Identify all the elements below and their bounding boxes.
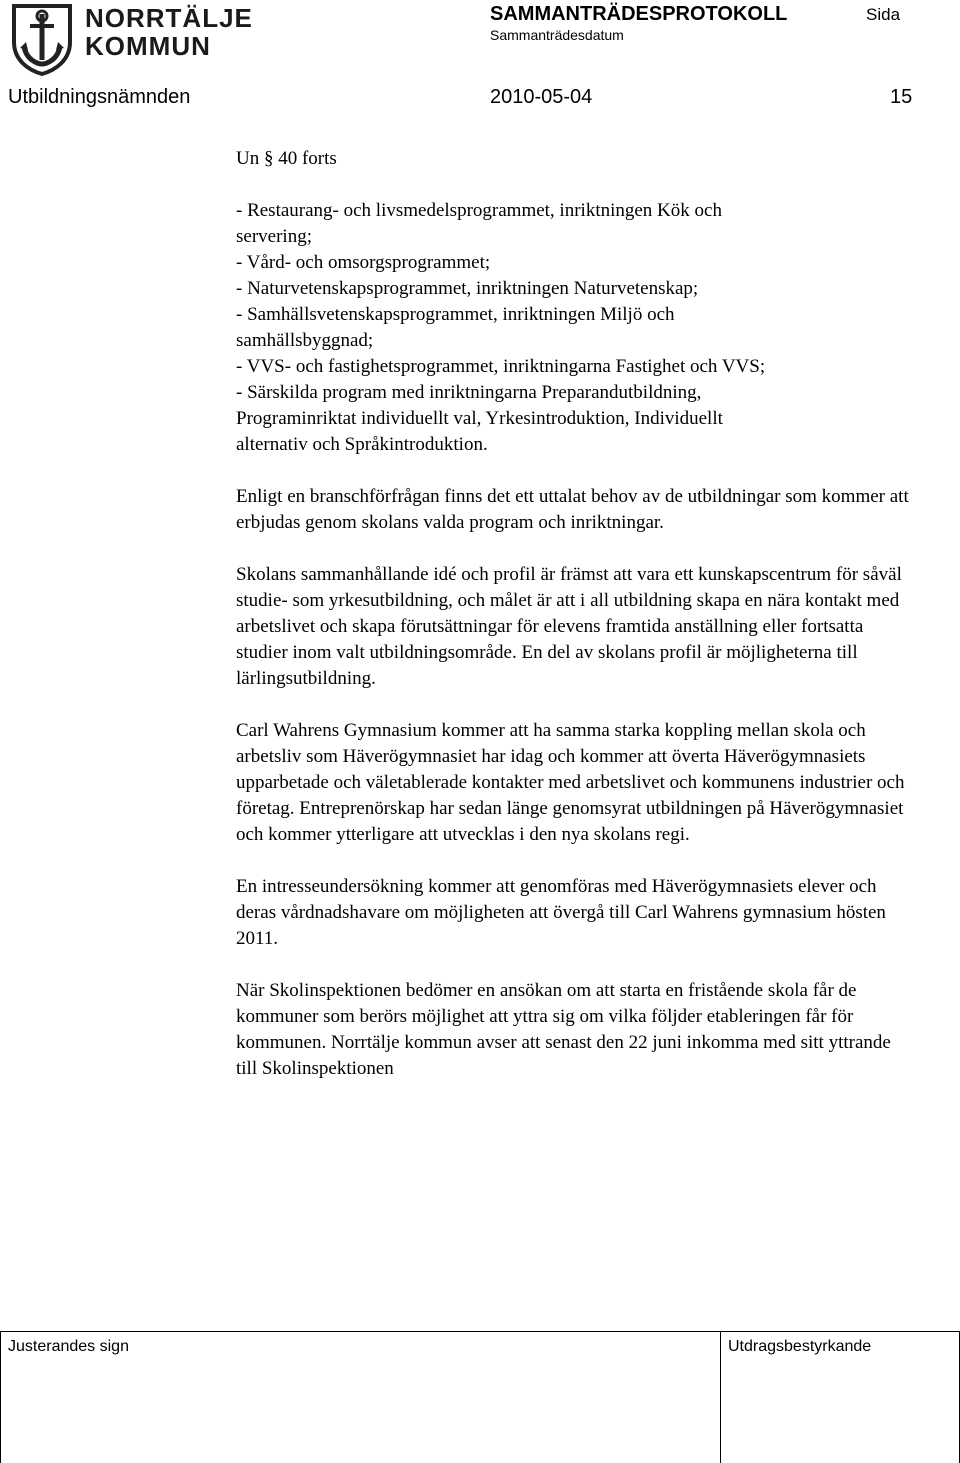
paragraph: När Skolinspektionen bedömer en ansökan om att starta en fristående skola får de kommuner som berörs möjlighet att yttra sig om vilka följder etableringen får för kommunen. Norrtälje kommun avser att senast den 22 juni inkomma med sitt yttrande till Skolinspektionen [236,980,891,1079]
footer-divider [0,1331,960,1332]
paragraph: En intresseundersökning kommer att genomföras med Häverögymnasiets elever och deras vårdnadshavare om möjligheten att övergå till Carl Wahrens gymnasium hösten 2011. [236,876,886,949]
page-number: 15 [890,86,913,108]
list-line: - Restaurang- och livsmedelsprogrammet, inriktningen Kök och [236,200,722,221]
list-line: - Naturvetenskapsprogrammet, inriktningen Naturvetenskap; [236,278,699,299]
list-line: - Vård- och omsorgsprogrammet; [236,252,491,273]
municipality-crest-logo [8,2,76,76]
list-line: samhällsbyggnad; [236,330,374,351]
program-list [236,198,916,458]
document-body [236,146,916,1108]
list-line: - Samhällsvetenskapsprogrammet, inriktningen Miljö och [236,304,675,325]
paragraph: Enligt en branschförfrågan finns det ett uttalat behov av de utbildningar som kommer att erbjudas genom skolans valda program och inriktningar. [236,486,909,533]
footer-border-left [0,1331,1,1463]
municipality-name-line2: KOMMUN [85,31,211,61]
page-label: Sida [866,5,901,24]
footer-column-divider [720,1331,721,1463]
municipality-name-line1: NORRTÄLJE [85,3,253,33]
utdragsbestyrkande-label: Utdragsbestyrkande [728,1338,872,1355]
municipality-name [85,4,253,60]
justerandes-sign-label: Justerandes sign [8,1338,129,1355]
meeting-date-label: Sammanträdesdatum [490,27,624,43]
list-line: alternativ och Språkintroduktion. [236,434,488,455]
document-title: SAMMANTRÄDESPROTOKOLL [490,3,788,25]
list-line: Programinriktat individuellt val, Yrkesintroduktion, Individuellt [236,408,723,429]
paragraph: Skolans sammanhållande idé och profil är främst att vara ett kunskapscentrum för såväl studie- som yrkesutbildning, och målet är att i all utbildning skapa en nära kontakt med arbetslivet och skapa förutsättningar för elevens framtida anställning eller fortsatta studier inom valt utbildningsområde. En del av skolans profil är möjligheterna till lärlingsutbildning. [236,564,902,689]
committee-name: Utbildningsnämnden [8,86,191,108]
list-line: - Särskilda program med inriktningarna Preparandutbildning, [236,382,702,403]
list-line: servering; [236,226,312,247]
meeting-date: 2010-05-04 [490,86,593,108]
section-heading: Un § 40 forts [236,148,337,169]
paragraph: Carl Wahrens Gymnasium kommer att ha samma starka koppling mellan skola och arbetsliv som Häverögymnasiet har idag och kommer att överta Häverögymnasiets upparbetade och väletablerade kontakter med arbetslivet och kommunens industrier och företag. Entreprenörskap har sedan länge genomsyrat utbildningen på Häverögymnasiet och kommer ytterligare att utvecklas i den nya skolans regi. [236,720,905,845]
list-line: - VVS- och fastighetsprogrammet, inriktningarna Fastighet och VVS; [236,356,766,377]
